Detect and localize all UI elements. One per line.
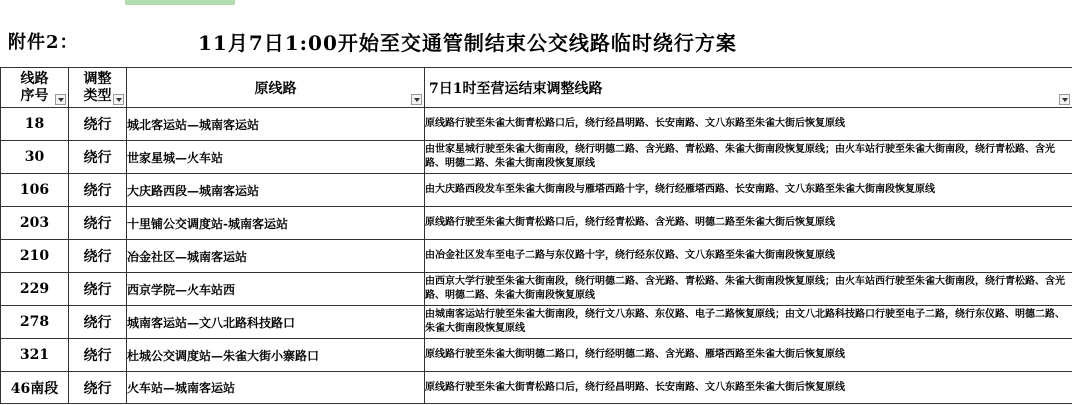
- header-adjusted-route-label: 7日1时至营运结束调整线路: [429, 80, 603, 97]
- line-number-cell[interactable]: 30: [1, 141, 69, 174]
- header-row: [1, 68, 1072, 108]
- header-adjust-type: [69, 68, 127, 108]
- line-number-cell[interactable]: 229: [1, 273, 69, 306]
- original-route-cell[interactable]: 火车站—城南客运站: [127, 372, 425, 404]
- original-route-cell[interactable]: 城南客运站—文八北路科技路口: [127, 306, 425, 339]
- line-number-cell[interactable]: 321: [1, 339, 69, 372]
- table-row: [1, 141, 1072, 174]
- page-title: 11月7日1:00开始至交通管制结束公交线路临时绕行方案: [198, 31, 737, 55]
- header-line-no: [1, 68, 69, 108]
- adjust-type-cell[interactable]: 绕行: [69, 339, 127, 372]
- line-number-cell[interactable]: 106: [1, 174, 69, 207]
- original-route-cell[interactable]: 大庆路西段—城南客运站: [127, 174, 425, 207]
- adjust-type-cell[interactable]: 绕行: [69, 273, 127, 306]
- header-adjust-type-1: 调整: [83, 70, 112, 87]
- adjusted-route-cell[interactable]: 由大庆路西段发车至朱雀大街南段与雁塔西路十字，绕行经雁塔西路、长安南路、文八东路至朱雀大街南段恢复原线: [425, 174, 1072, 207]
- top-strip: [0, 0, 1072, 18]
- adjusted-route-cell[interactable]: 由世家星城行驶至朱雀大街南段，绕行明德二路、含光路、青松路、朱雀大街南段恢复原线；由火车站行驶至朱雀大街南段，绕行青松路、含光路、明德二路、朱雀大街南段恢复原线: [425, 141, 1072, 174]
- original-route-cell[interactable]: 城北客运站—城南客运站: [127, 108, 425, 141]
- line-number-cell[interactable]: 278: [1, 306, 69, 339]
- table-row: [1, 207, 1072, 240]
- filter-dropdown-icon[interactable]: [411, 94, 422, 105]
- table-row: [1, 273, 1072, 306]
- header-adjust-type-2: 类型: [83, 87, 112, 104]
- header-line-no-2: 序号: [20, 87, 49, 104]
- line-number-cell[interactable]: 46南段: [1, 372, 69, 404]
- table-row: [1, 339, 1072, 372]
- adjust-type-cell[interactable]: 绕行: [69, 372, 127, 404]
- adjust-type-cell[interactable]: 绕行: [69, 174, 127, 207]
- table-row: [1, 240, 1072, 273]
- header-adjusted-route: [425, 68, 1072, 108]
- table-row: [1, 372, 1072, 404]
- adjust-type-cell[interactable]: 绕行: [69, 141, 127, 174]
- adjusted-route-cell[interactable]: 原线路行驶至朱雀大街明德二路口，绕行经明德二路、含光路、雁塔西路至朱雀大街后恢复原线: [425, 339, 1072, 372]
- adjust-type-cell[interactable]: 绕行: [69, 306, 127, 339]
- table-row: [1, 108, 1072, 141]
- title-row: [0, 18, 1072, 66]
- adjusted-route-cell[interactable]: 由西京大学行驶至朱雀大街南段，绕行明德二路、含光路、青松路、朱雀大街南段恢复原线；由火车站西行驶至朱雀大街南段，绕行青松路、含光路、明德二路、朱雀大街南段恢复原线: [425, 273, 1072, 306]
- table-row: [1, 306, 1072, 339]
- table-row: [1, 174, 1072, 207]
- sheet-tab-indicator: [125, 0, 235, 5]
- attachment-label: 附件2：: [8, 32, 79, 53]
- filter-dropdown-icon[interactable]: [55, 94, 66, 105]
- original-route-cell[interactable]: 十里铺公交调度站-城南客运站: [127, 207, 425, 240]
- original-route-cell[interactable]: 世家星城—火车站: [127, 141, 425, 174]
- header-original-route: [127, 68, 425, 108]
- adjust-type-cell[interactable]: 绕行: [69, 240, 127, 273]
- original-route-cell[interactable]: 杜城公交调度站—朱雀大街小寨路口: [127, 339, 425, 372]
- filter-dropdown-icon[interactable]: [113, 94, 124, 105]
- original-route-cell[interactable]: 西京学院—火车站西: [127, 273, 425, 306]
- adjusted-route-cell[interactable]: 原线路行驶至朱雀大街青松路口后，绕行经昌明路、长安南路、文八东路至朱雀大街后恢复原线: [425, 108, 1072, 141]
- adjusted-route-cell[interactable]: 由冶金社区发车至电子二路与东仪路十字，绕行经东仪路、文八东路至朱雀大街南段恢复原线: [425, 240, 1072, 273]
- header-line-no-1: 线路: [20, 70, 49, 87]
- adjusted-route-cell[interactable]: 由城南客运站行驶至朱雀大街南段，绕行文八东路、东仪路、电子二路恢复原线；由文八北路科技路口行驶至电子二路，绕行东仪路、明德二路、朱雀大街南段恢复原线: [425, 306, 1072, 339]
- adjust-type-cell[interactable]: 绕行: [69, 108, 127, 141]
- line-number-cell[interactable]: 210: [1, 240, 69, 273]
- line-number-cell[interactable]: 203: [1, 207, 69, 240]
- filter-dropdown-icon[interactable]: [1059, 94, 1070, 105]
- adjust-type-cell[interactable]: 绕行: [69, 207, 127, 240]
- adjusted-route-cell[interactable]: 原线路行驶至朱雀大街青松路口后，绕行经青松路、含光路、明德二路至朱雀大街后恢复原线: [425, 207, 1072, 240]
- line-number-cell[interactable]: 18: [1, 108, 69, 141]
- adjusted-route-cell[interactable]: 原线路行驶至朱雀大街青松路口后，绕行经昌明路、长安南路、文八东路至朱雀大街后恢复原线: [425, 372, 1072, 404]
- header-original-route-label: 原线路: [254, 80, 297, 97]
- original-route-cell[interactable]: 冶金社区—城南客运站: [127, 240, 425, 273]
- route-table: [0, 67, 1072, 404]
